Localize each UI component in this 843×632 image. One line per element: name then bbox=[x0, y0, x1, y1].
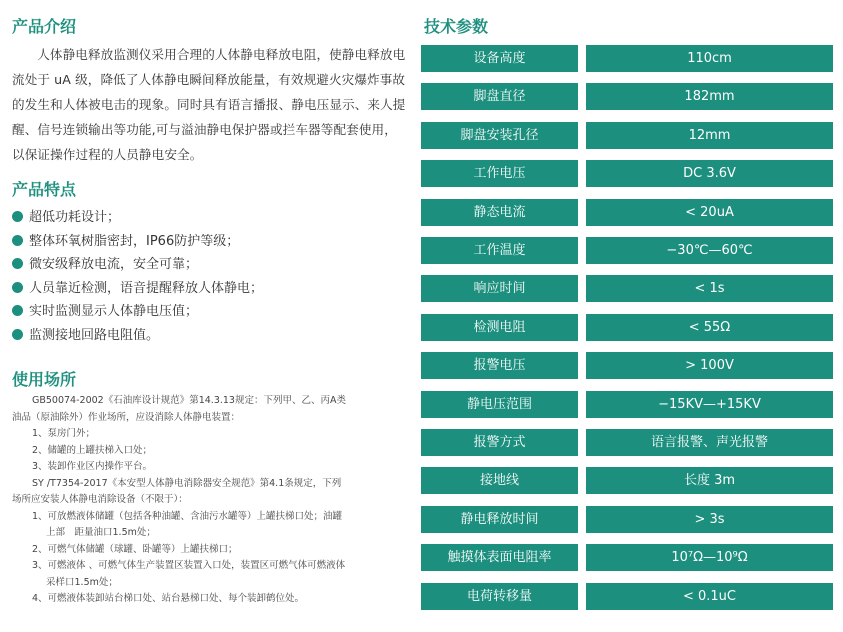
spec-value: 12mm bbox=[586, 122, 833, 149]
spec-value: 10⁷Ω—10⁹Ω bbox=[586, 544, 833, 571]
spec-value: < 0.1uC bbox=[586, 583, 833, 610]
features-list bbox=[12, 206, 263, 347]
spec-label: 工作温度 bbox=[421, 237, 578, 264]
spec-value: 语言报警、声光报警 bbox=[586, 429, 833, 456]
spec-label: 脚盘安装孔径 bbox=[421, 122, 578, 149]
usage-line: GB50074-2002《石油库设计规范》第14.3.13规定：下列甲、乙、丙A类 bbox=[32, 395, 346, 406]
spec-label: 响应时间 bbox=[421, 275, 578, 302]
usage-line: 1、泵房门外； bbox=[32, 428, 96, 439]
usage-text bbox=[12, 393, 412, 608]
list-item: 实时监测显示人体静电压值； bbox=[12, 300, 263, 324]
list-item: 微安级释放电流，安全可靠； bbox=[12, 253, 263, 277]
specs-title: 技术参数 bbox=[424, 17, 489, 36]
usage-line: 1、可放燃液体储罐（包括各种油罐、含油污水罐等）上罐扶梯口处；油罐 bbox=[32, 510, 343, 522]
spec-label: 检测电阻 bbox=[421, 314, 578, 341]
spec-label: 报警方式 bbox=[421, 429, 578, 456]
usage-line: 3、装卸作业区内操作平台。 bbox=[32, 461, 153, 472]
usage-line: 上部 距量油口1.5m处； bbox=[46, 527, 156, 538]
spec-label: 报警电压 bbox=[421, 352, 578, 379]
spec-value: 182mm bbox=[586, 83, 833, 110]
bullet-dot-icon bbox=[12, 258, 23, 269]
intro-paragraph: 人体静电释放监测仪采用合理的人体静电释放电阻，使静电释放电流处于 uA 级，降低了人体静电瞬间释放能量，有效规避火灾爆炸事故的发生和人体被电击的现象。同时具有语言播报、静电压显示、来人提醒、信号连锁输出等功能,可与溢油静电保护器或拦车器等配套使用，以保证操作过程的人员静电安全。 bbox=[12, 47, 406, 162]
list-item: 人员靠近检测，语音提醒释放人体静电； bbox=[12, 277, 263, 301]
spec-value: DC 3.6V bbox=[586, 160, 833, 187]
list-item: 整体环氧树脂密封，IP66防护等级； bbox=[12, 230, 263, 254]
spec-value: < 20uA bbox=[586, 199, 833, 226]
spec-value: < 55Ω bbox=[586, 314, 833, 341]
spec-value: < 1s bbox=[586, 275, 833, 302]
list-item: 超低功耗设计； bbox=[12, 206, 263, 230]
spec-value: 110cm bbox=[586, 45, 833, 72]
bullet-dot-icon bbox=[12, 305, 23, 316]
spec-label: 脚盘直径 bbox=[421, 83, 578, 110]
usage-line: 2、可燃气体储罐（球罐、卧罐等）上罐扶梯口； bbox=[32, 543, 238, 555]
bullet-dot-icon bbox=[12, 235, 23, 246]
spec-label: 静电压范围 bbox=[421, 391, 578, 418]
list-item: 监测接地回路电阻值。 bbox=[12, 324, 263, 348]
bullet-dot-icon bbox=[12, 211, 23, 222]
spec-label: 静电释放时间 bbox=[421, 506, 578, 533]
spec-value: > 3s bbox=[586, 506, 833, 533]
bullet-dot-icon bbox=[12, 329, 23, 340]
spec-label: 工作电压 bbox=[421, 160, 578, 187]
spec-label: 触摸体表面电阻率 bbox=[421, 544, 578, 571]
spec-value: −30℃—60℃ bbox=[586, 237, 833, 264]
usage-line: 3、可燃液体 、可燃气体生产装置区装置入口处，装置区可燃气体可燃液体 bbox=[32, 560, 346, 571]
spec-label: 电荷转移量 bbox=[421, 583, 578, 610]
usage-line: 油品（原油除外）作业场所，应设消除人体静电装置： bbox=[12, 411, 241, 423]
usage-line: 采样口1.5m处； bbox=[46, 576, 118, 588]
bullet-dot-icon bbox=[12, 282, 23, 293]
usage-line: 2、储罐的上罐扶梯入口处； bbox=[32, 444, 153, 456]
spec-value: > 100V bbox=[586, 352, 833, 379]
spec-label: 接地线 bbox=[421, 467, 578, 494]
usage-line: SY /T7354-2017《本安型人体静电消除器安全规范》第4.1条规定，下列 bbox=[32, 477, 342, 489]
intro-title: 产品介绍 bbox=[12, 17, 77, 36]
usage-title: 使用场所 bbox=[12, 370, 77, 389]
spec-label: 静态电流 bbox=[421, 199, 578, 226]
usage-line: 场所应安装人体静电消除设备（不限于）： bbox=[12, 494, 188, 505]
usage-line: 4、可燃液体装卸站台梯口处、站台悬梯口处、每个装卸鹤位处。 bbox=[32, 593, 305, 604]
spec-value: 长度 3m bbox=[586, 467, 833, 494]
features-title: 产品特点 bbox=[12, 180, 77, 199]
spec-label: 设备高度 bbox=[421, 45, 578, 72]
spec-value: −15KV—+15KV bbox=[586, 391, 833, 418]
